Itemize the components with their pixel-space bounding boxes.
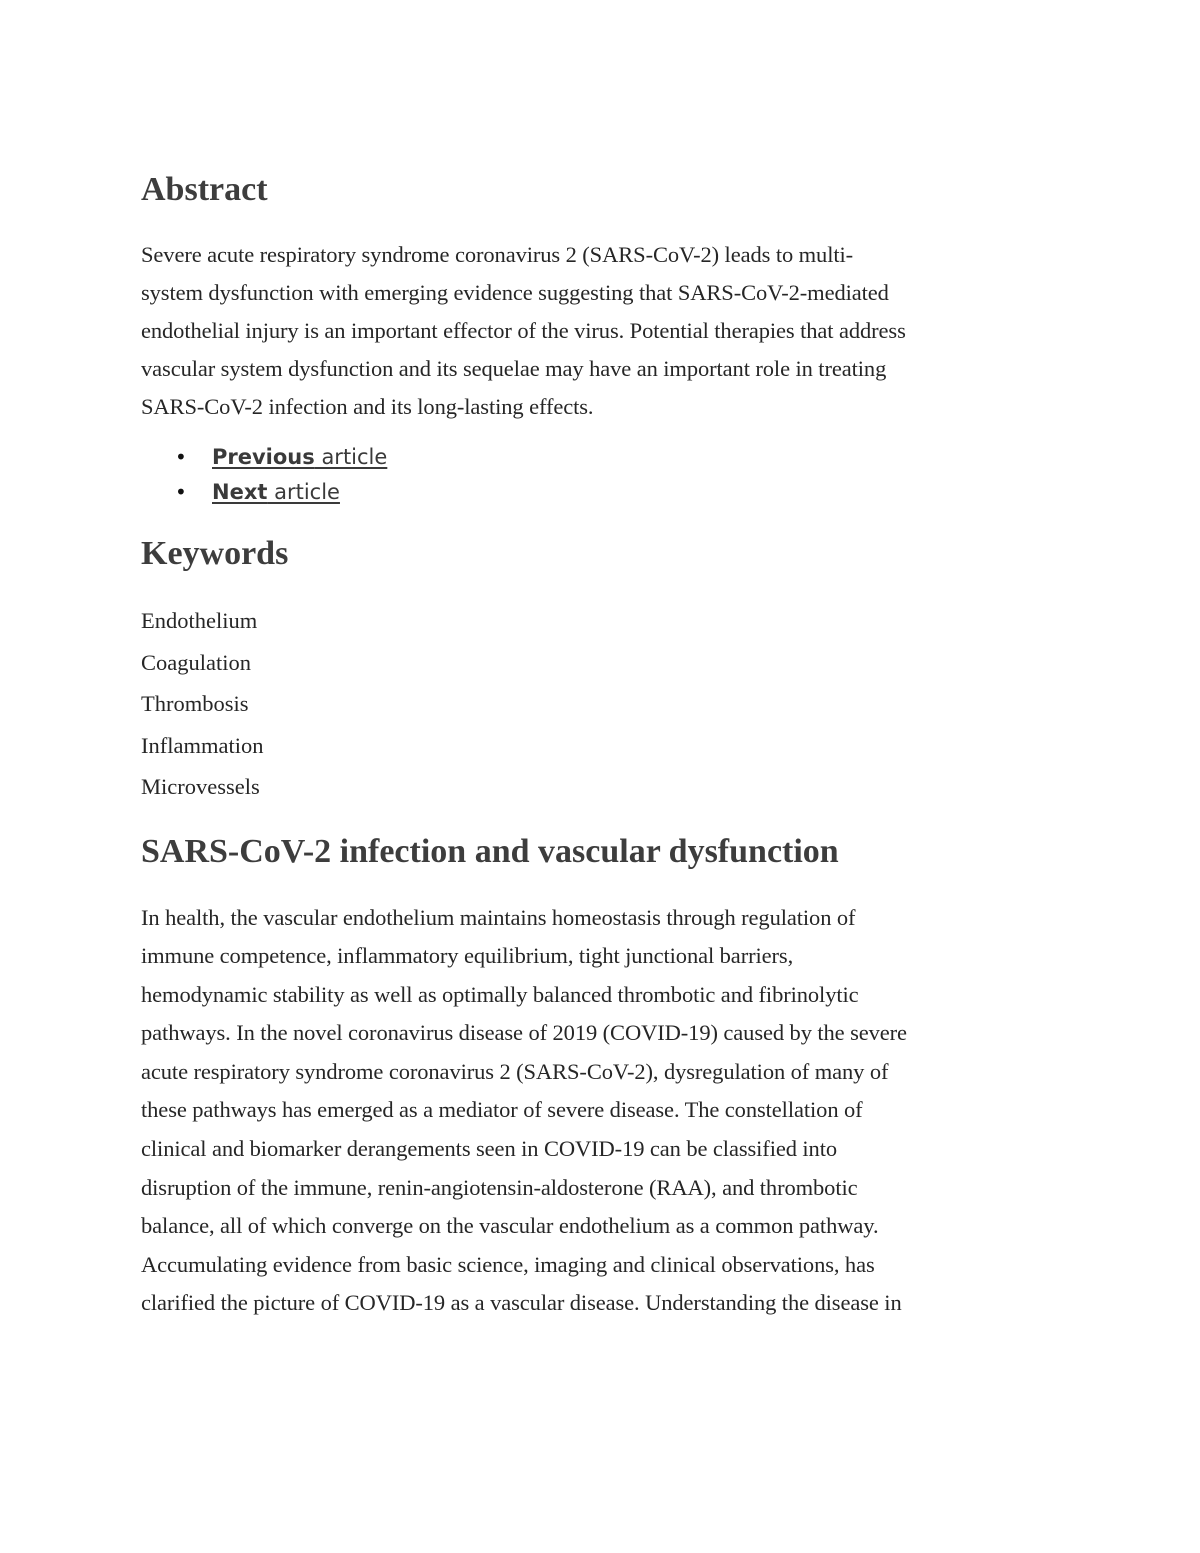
section-line: acute respiratory syndrome coronavirus 2 (SARS-CoV-2), dysregulation of many of (141, 1058, 889, 1084)
section-line: Accumulating evidence from basic science, imaging and clinical observations, has (141, 1251, 875, 1277)
keyword-item: Inflammation (141, 732, 264, 758)
abstract-line: system dysfunction with emerging evidence suggesting that SARS-CoV-2-mediated (141, 280, 889, 305)
abstract-line: Severe acute respiratory syndrome coronavirus 2 (SARS-CoV-2) leads to multi- (141, 242, 854, 267)
abstract-heading: Abstract (141, 171, 268, 208)
next-article-item (141, 475, 1071, 510)
keywords-heading: Keywords (141, 535, 289, 572)
section-line: immune competence, inflammatory equilibrium, tight junctional barriers, (141, 943, 794, 969)
abstract-line: SARS-CoV-2 infection and its long-lasting effects. (141, 394, 594, 419)
keyword-item: Endothelium (141, 608, 258, 633)
previous-label: Previous (212, 445, 315, 469)
abstract-paragraph (141, 236, 1071, 426)
section-line: balance, all of which converge on the vascular endothelium as a common pathway. (141, 1213, 879, 1239)
previous-article-item (141, 440, 1071, 475)
bullet-icon: • (175, 445, 187, 469)
abstract-line: vascular system dysfunction and its sequelae may have an important role in treating (141, 356, 887, 381)
keyword-item: Coagulation (141, 649, 251, 675)
previous-article-link[interactable] (212, 445, 387, 469)
next-article-link[interactable] (212, 480, 340, 504)
bullet-icon: • (175, 480, 187, 504)
article-navigation (141, 440, 1071, 510)
section-line: clinical and biomarker derangements seen in COVID-19 can be classified into (141, 1136, 838, 1162)
section-line: clarified the picture of COVID-19 as a vascular disease. Understanding the disease in (141, 1290, 902, 1316)
next-label: Next (212, 480, 268, 504)
previous-article-suffix: article (314, 445, 388, 469)
section-line: pathways. In the novel coronavirus disease of 2019 (COVID-19) caused by the severe (141, 1020, 907, 1046)
next-article-suffix: article (267, 480, 340, 504)
keyword-item: Microvessels (141, 774, 260, 799)
section-paragraph (141, 899, 1071, 1324)
keyword-item: Thrombosis (141, 691, 249, 716)
keywords-list (141, 600, 1071, 808)
section-line: disruption of the immune, renin-angiotensin-aldosterone (RAA), and thrombotic (141, 1174, 858, 1200)
section-line: hemodynamic stability as well as optimally balanced thrombotic and fibrinolytic (141, 981, 859, 1007)
section-line: In health, the vascular endothelium maintains homeostasis through regulation of (141, 904, 856, 930)
section-line: these pathways has emerged as a mediator of severe disease. The constellation of (141, 1097, 863, 1123)
abstract-line: endothelial injury is an important effector of the virus. Potential therapies that address (141, 318, 906, 343)
document-page (141, 166, 1071, 1323)
section-heading: SARS-CoV-2 infection and vascular dysfunction (141, 832, 839, 870)
